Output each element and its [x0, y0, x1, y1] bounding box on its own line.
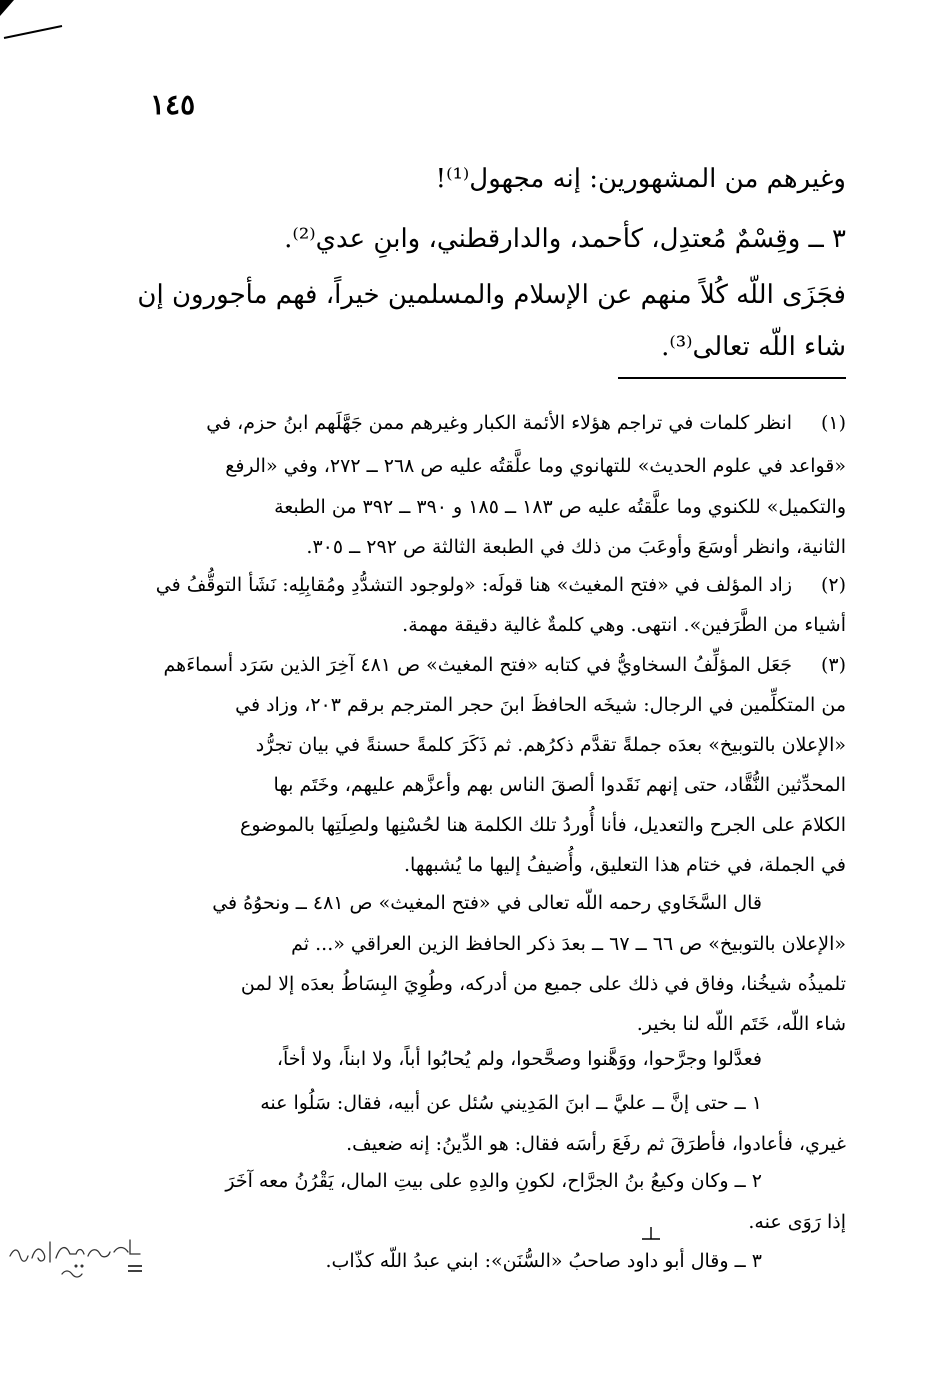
- footnote-1-line: «قواعد في علوم الحديث» للتهانوي وما علَّقتُه عليه ص ٢٦٨ ــ ٢٧٢، وفي «الرفع: [225, 455, 846, 477]
- body-line-3: فجَزَى اللّه كُلاً منهم عن الإسلام والمسلمين خيراً، فهم مأجورون إن: [137, 280, 846, 310]
- footnote-marker-3: (٣): [820, 654, 846, 676]
- footnote-3-line: من المتكلِّمين في الرجال: شيخَه الحافظَ ابنَ حجر المترجم برقم ٢٠٣، وزاد في: [235, 694, 846, 716]
- body-line-4: شاء اللّه تعالى⁽³⁾.: [661, 332, 846, 362]
- footnote-1-line: الثانية، وانظر أوسَعَ وأوعَبَ من ذلك في الطبعة الثالثة ص ٢٩٢ ــ ٣٠٥.: [306, 536, 846, 558]
- footnote-3-line: فعدَّلوا وجرَّحوا، ووَهَّنوا وصحَّحوا، ولم يُحابُوا أباً، ولا ابناً، ولا أخاً،: [276, 1048, 762, 1070]
- body-line-2: ٣ ــ وقِسْمٌ مُعتدِل، كأحمد، والدارقطني، وابنِ عدي⁽²⁾.: [284, 224, 846, 254]
- footnote-3-line: إذا رَوَى عنه.: [748, 1211, 846, 1233]
- footnote-marker-2: (٢): [820, 574, 846, 596]
- footnote-3-line: ٢ ــ وكان وكيعُ بنُ الجرَّاح، لكونِ والدِهِ على بيتِ المال، يَقْرُنُ معه آخَرَ: [225, 1170, 762, 1192]
- pen-mark: [640, 1224, 662, 1242]
- footnote-3-line: قال السَّخَاوي رحمه اللّه تعالى في «فتح المغيث» ص ٤٨١ ــ ونحوُهُ في: [212, 892, 762, 914]
- footnote-3-line: ٣ ــ وقال أبو داود صاحبُ «السُّنَن»: ابني عبدُ اللّه كذّاب.: [325, 1250, 762, 1272]
- footnote-3-line: جَعَل المؤلِّفُ السخاويُّ في كتابه «فتح المغيث» ص ٤٨١ آخِرَ الذين سَرَد أسماءَهم: [163, 654, 792, 676]
- footnote-separator: [618, 377, 846, 379]
- footnote-3-line: شاء اللّه، خَتَم اللّه لنا بخير.: [636, 1013, 846, 1035]
- footnote-3-line: «الإعلان بالتوبيخ» بعدَه جملةً تقدَّم ذكرُهم. ثم ذَكَرَ كلمةً حسنةً في بيان تجرُّد: [255, 734, 846, 756]
- footnote-2-line: أشياء من الطَّرَفين». انتهى. وهي كلمةٌ غالية دقيقة مهمة.: [402, 614, 846, 636]
- footnote-3-line: الكلامَ على الجرح والتعديل، فأنا أُوردُ تلك الكلمة هنا لحُسْنِها ولصِلَتِها بالموضوع: [239, 814, 846, 836]
- corner-scan-mark: [0, 0, 70, 45]
- handwritten-annotation: [2, 1222, 162, 1292]
- footnote-3-line: غيري، فأعادوا، فأطرَقَ ثم رفَعَ رأسَه فقال: هو الدِّينُ: إنه ضعيف.: [346, 1133, 846, 1155]
- footnote-1-line: انظر كلمات في تراجم هؤلاء الأئمة الكبار وغيرهم ممن جَهَّلَهم ابنُ حزم، في: [206, 412, 792, 434]
- footnote-3-line: في الجملة، في ختام هذا التعليق، وأُضيفُ إليها ما يُشبهها.: [403, 854, 846, 876]
- footnote-3-line: ١ ــ حتى إنَّ ــ عليَّ ــ ابنَ المَدِيني سُئل عن أبيه، فقال: سَلُوا عنه: [260, 1092, 762, 1114]
- footnote-3-line: «الإعلان بالتوبيخ» ص ٦٦ ــ ٦٧ ــ بعدَ ذكر الحافظ الزين العراقي «... ثم: [291, 933, 846, 955]
- footnote-1-line: والتكميل» للكنوي وما علَّقتُه عليه ص ١٨٣ ــ ١٨٥ و ٣٩٠ ــ ٣٩٢ من الطبعة: [274, 496, 846, 518]
- footnote-3-line: تلميذُه شيخُنا، وفاق في ذلك على جميع من أدركه، وطُوِيَ البِسَاطُ بعدَه إلا لمن: [240, 973, 846, 995]
- footnote-2-line: زاد المؤلف في «فتح المغيث» هنا قولَه: «ولوجود التشدُّدِ ومُقابِلِه: نَشَأ التوقُّفُ في: [155, 574, 792, 596]
- body-line-1: وغيرهم من المشهورين: إنه مجهول⁽¹⁾!: [435, 164, 846, 194]
- page-number: ١٤٥: [150, 88, 196, 121]
- footnote-marker-1: (١): [820, 412, 846, 434]
- footnote-3-line: المحدِّثين النُّقَّاد، حتى إنهم نَقَدوا ألصقَ الناس بهم وأعزَّهم عليهم، وخَتَم بها: [273, 774, 846, 796]
